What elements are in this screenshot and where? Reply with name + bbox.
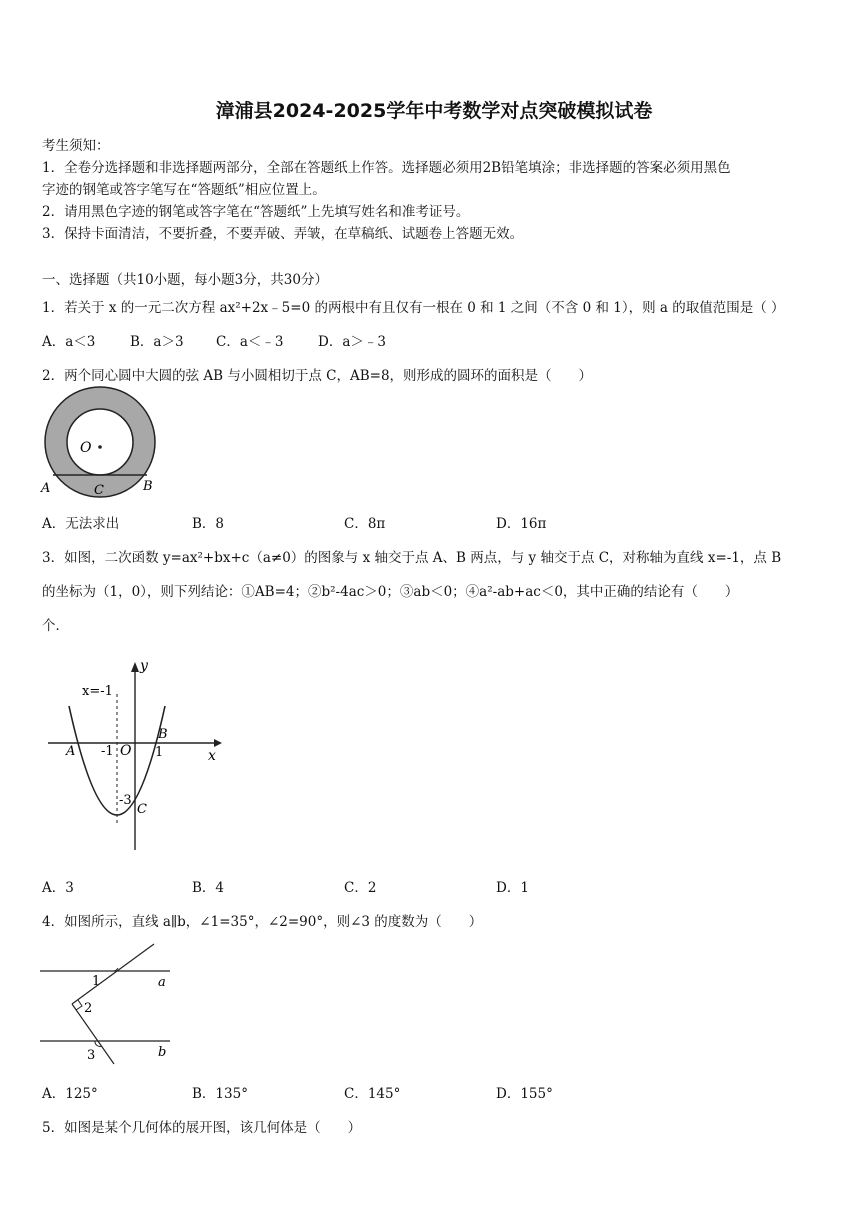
label-b: B: [143, 479, 153, 494]
label-minus-three: -3: [119, 793, 132, 808]
notice-line: 1．全卷分选择题和非选择题两部分，全部在答题纸上作答。选择题必须用2B铅笔填涂；非选择题的答案必须用黑色: [42, 160, 731, 176]
label-a: A: [66, 744, 76, 759]
label-minus-one: -1: [101, 744, 114, 759]
question-4-stem: 4．如图所示，直线 a∥b，∠1=35°，∠2=90°，则∠3 的度数为（ ）: [42, 914, 483, 930]
question-2-option-a: A．无法求出: [42, 516, 120, 532]
label-y: y: [140, 658, 148, 674]
question-2-option-d: D．16π: [496, 516, 547, 532]
notice-line: 字迹的钢笔或答字笔写在“答题纸”相应位置上。: [42, 182, 326, 198]
question-4-option-a: A．125°: [42, 1086, 98, 1102]
concentric-circles-figure: [36, 386, 166, 504]
question-3-option-b: B．4: [192, 880, 225, 896]
notice-heading: 考生须知：: [42, 138, 110, 154]
question-4-option-d: D．155°: [496, 1086, 553, 1102]
label-a: A: [41, 481, 51, 496]
label-o: O: [80, 440, 92, 456]
question-1-option-b: B．a＞3: [130, 334, 184, 350]
label-line-a: a: [158, 975, 166, 990]
question-2-option-c: C．8π: [344, 516, 386, 532]
question-1-option-c: C．a＜﹣3: [216, 334, 284, 350]
question-2-option-b: B．8: [192, 516, 225, 532]
question-1-option-a: A．a＜3: [42, 334, 96, 350]
question-1-option-d: D．a＞﹣3: [318, 334, 386, 350]
label-axis: x=-1: [82, 684, 113, 699]
label-b: B: [158, 727, 168, 742]
question-4-option-b: B．135°: [192, 1086, 248, 1102]
label-angle-2: 2: [84, 1001, 93, 1016]
label-x: x: [208, 748, 216, 764]
parallel-lines-figure: [38, 938, 188, 1070]
question-3-option-a: A．3: [42, 880, 74, 896]
notice-line: 3．保持卡面清洁，不要折叠，不要弄破、弄皱，在草稿纸、试题卷上答题无效。: [42, 226, 524, 242]
question-3-stem: 个．: [42, 618, 69, 634]
label-one: 1: [155, 745, 164, 760]
question-5-stem: 5．如图是某个几何体的展开图，该几何体是（ ）: [42, 1120, 362, 1136]
page-title: 漳浦县2024-2025学年中考数学对点突破模拟试卷: [215, 100, 653, 122]
question-3-option-c: C．2: [344, 880, 377, 896]
label-o: O: [120, 743, 132, 759]
question-3-stem: 的坐标为（1，0），则下列结论：①AB=4；②b²-4ac＞0；③ab＜0；④a²-ab+ac＜0，其中正确的结论有（ ）: [42, 584, 739, 600]
label-line-b: b: [158, 1045, 167, 1060]
question-3-stem: 3．如图，二次函数 y=ax²+bx+c（a≠0）的图象与 x 轴交于点 A、B 两点，与 y 轴交于点 C，对称轴为直线 x=-1，点 B: [42, 550, 782, 566]
label-angle-1: 1: [92, 974, 101, 989]
question-2-stem: 2．两个同心圆中大圆的弦 AB 与小圆相切于点 C，AB=8，则形成的圆环的面积是（ ）: [42, 368, 593, 384]
parabola-figure: [44, 654, 224, 854]
notice-line: 2．请用黑色字迹的钢笔或答字笔在“答题纸”上先填写姓名和准考证号。: [42, 204, 470, 220]
question-4-option-c: C．145°: [344, 1086, 401, 1102]
question-3-option-d: D．1: [496, 880, 529, 896]
label-c: C: [137, 802, 147, 817]
label-c: C: [94, 483, 104, 498]
section-heading: 一、选择题（共10小题，每小题3分，共30分）: [42, 272, 328, 288]
label-angle-3: 3: [87, 1048, 96, 1063]
question-1-stem: 1．若关于 x 的一元二次方程 ax²+2x﹣5=0 的两根中有且仅有一根在 0 和 1 之间（不含 0 和 1），则 a 的取值范围是（ ）: [42, 300, 785, 316]
